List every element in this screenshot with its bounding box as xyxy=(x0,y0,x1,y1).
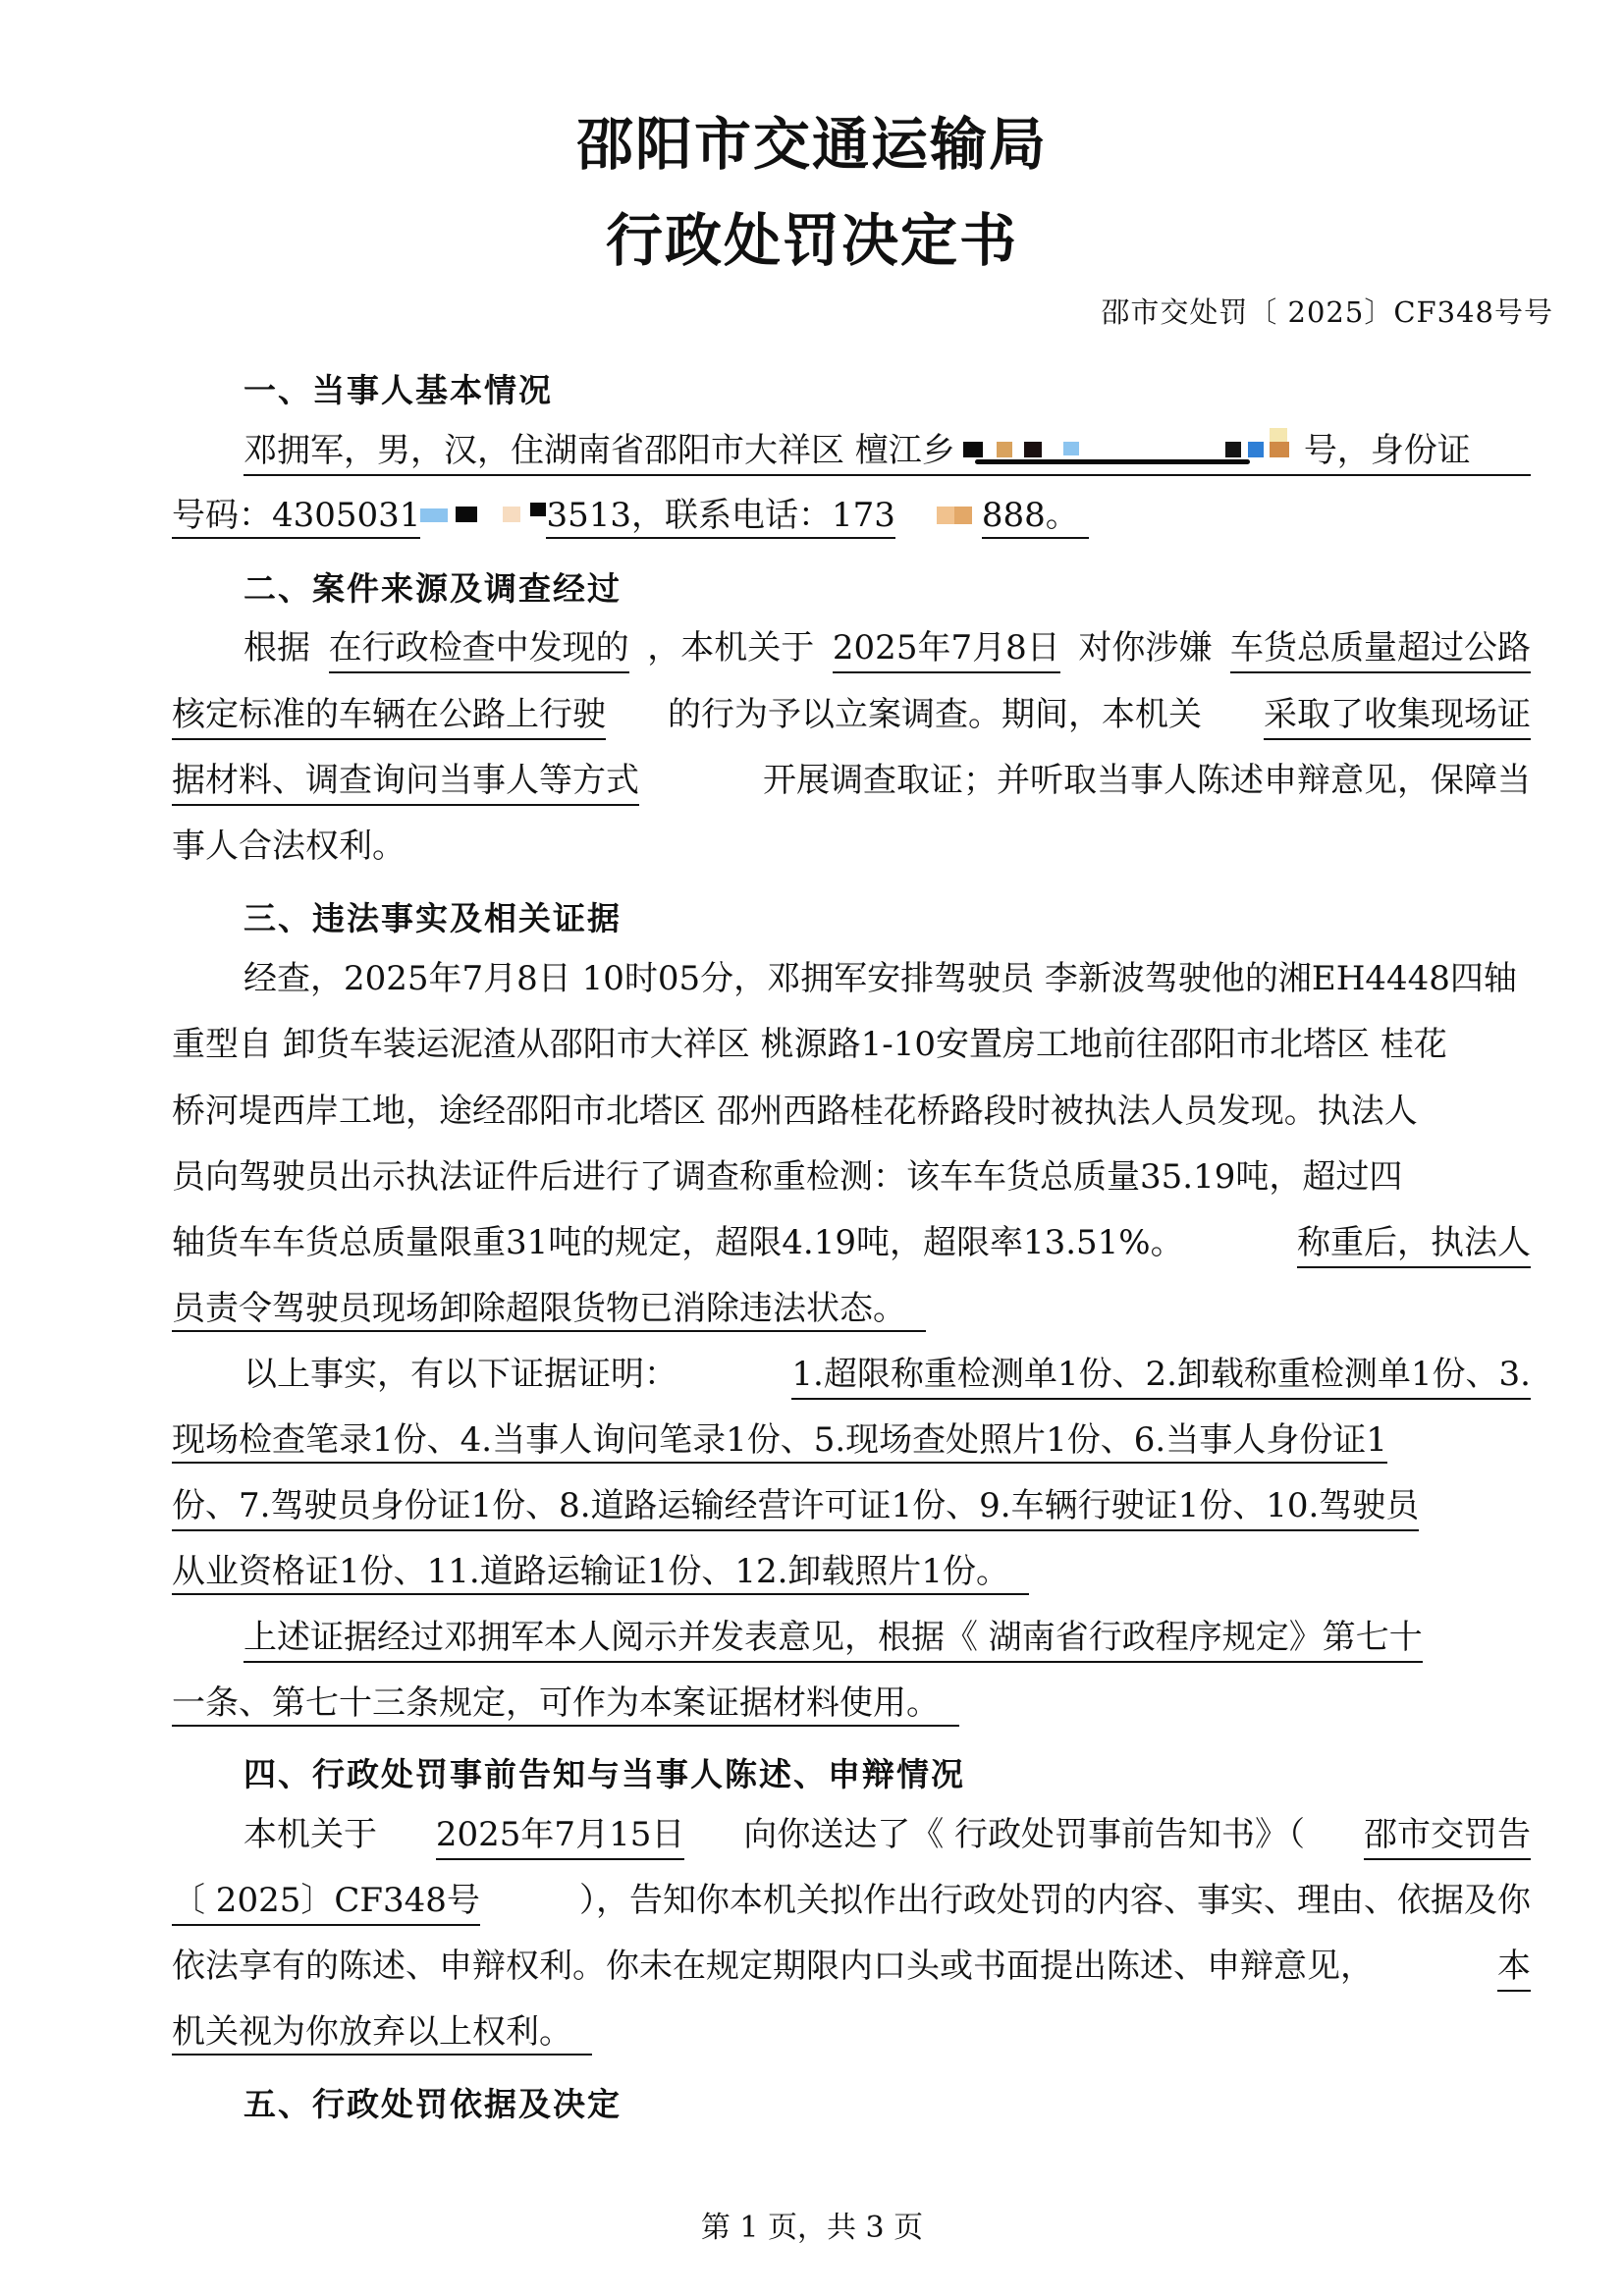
section-1-heading: 一、当事人基本情况 xyxy=(244,371,553,409)
text-run: 开展调查取证；并听取当事人陈述申辩意见，保障当 xyxy=(763,761,1531,800)
text-run: 根据 xyxy=(244,628,310,667)
section-2-heading: 二、案件来源及调查经过 xyxy=(244,569,622,608)
investigation-method-underlined: 据材料、调查询问当事人等方式 xyxy=(172,759,639,806)
filing-date: 2025年7月8日 xyxy=(833,626,1060,673)
evidence-line-1 xyxy=(244,1353,1531,1400)
text-run: ），告知你本机关拟作出行政处罚的内容、事实、理由、依据及你 xyxy=(579,1881,1531,1920)
text-run: ，本机关于 xyxy=(647,628,815,667)
notice-date: 2025年7月15日 xyxy=(436,1813,684,1860)
redaction-block-phone xyxy=(895,497,982,530)
section-4-heading: 四、行政处罚事前告知与当事人陈述、申辩情况 xyxy=(244,1755,965,1793)
text-run: 对你涉嫌 xyxy=(1078,628,1213,667)
text-run: 本机关于 xyxy=(244,1815,377,1854)
notice-line-1 xyxy=(244,1813,1531,1860)
redaction-block-id xyxy=(420,497,546,530)
evidence-list-underlined: 从业资格证1份、11.道路运输证1份、12.卸载照片1份。 xyxy=(172,1552,1029,1595)
section-5-heading: 五、行政处罚依据及决定 xyxy=(244,2085,622,2123)
evidence-line-2 xyxy=(172,1418,1387,1462)
case-source-line-4: 事人合法权利。 xyxy=(172,827,406,866)
party-info-line-1 xyxy=(244,428,1531,476)
facts-line-5 xyxy=(172,1221,1531,1268)
redaction-block-address xyxy=(955,428,1294,465)
case-source-underlined: 在行政检查中发现的 xyxy=(329,626,629,673)
org-title: 邵阳市交通运输局 xyxy=(575,111,1048,178)
evidence-basis-underlined: 上述证据经过邓拥军本人阅示并发表意见，根据《 湖南省行政程序规定》第七十 xyxy=(244,1616,1423,1663)
evidence-line-3 xyxy=(172,1484,1531,1531)
text-run: 依法享有的陈述、申辩权利。你未在规定期限内口头或书面提出陈述、申辩意见， xyxy=(172,1947,1374,1986)
text-run: 经查，2025年7月8日 10时05分，邓拥军安排驾驶员 李新波驾驶他的湘EH4448四轴 xyxy=(244,959,1517,998)
evidence-line-4 xyxy=(172,1550,1029,1593)
notice-number-underlined: 〔 2025〕CF348号 xyxy=(172,1879,480,1926)
evidence-basis-underlined: 一条、第七十三条规定，可作为本案证据材料使用。 xyxy=(172,1683,959,1727)
notice-line-2 xyxy=(172,1879,1531,1926)
text-run: 向你送达了《 行政处罚事前告知书》（ xyxy=(743,1815,1306,1854)
text-run: 的行为予以立案调查。期间，本机关 xyxy=(668,695,1202,734)
evidence-list-underlined: 1.超限称重检测单1份、2.卸载称重检测单1份、3. xyxy=(791,1353,1531,1400)
id-label-text: 号，身份证 xyxy=(1303,431,1471,470)
violation-type-underlined: 车货总质量超过公路 xyxy=(1230,626,1531,673)
id-number-suffix-and-phone: 3513，联系电话：173 xyxy=(546,496,895,535)
text-run: 员向驾驶员出示执法证件后进行了调查称重检测：该车车货总质量35.19吨，超过四 xyxy=(172,1157,1403,1197)
case-source-line-2 xyxy=(172,693,1531,740)
notice-line-3 xyxy=(172,1945,1531,1992)
investigation-method-underlined: 采取了收集现场证 xyxy=(1264,693,1531,740)
case-source-line-3 xyxy=(172,759,1531,806)
facts-line-3 xyxy=(172,1090,1531,1133)
text-run: 轴货车车货总质量限重31吨的规定，超限4.19吨，超限率13.51%。 xyxy=(172,1223,1184,1262)
notice-number-underlined: 邵市交罚告 xyxy=(1364,1813,1531,1860)
facts-line-2 xyxy=(172,1023,1531,1066)
party-info-line-2 xyxy=(172,494,1089,537)
unloading-underlined: 员责令驾驶员现场卸除超限货物已消除违法状态。 xyxy=(172,1289,926,1332)
document-title: 行政处罚决定书 xyxy=(605,207,1018,274)
unloading-underlined: 称重后，执法人 xyxy=(1297,1221,1531,1268)
waiver-underlined: 机关视为你放弃以上权利。 xyxy=(172,2012,592,2056)
text-run: 桥河堤西岸工地，途经邵阳市北塔区 邵州西路桂花桥路段时被执法人员发现。执法人 xyxy=(172,1092,1418,1131)
page-number: 第 1 页，共 3 页 xyxy=(700,2211,924,2245)
case-source-line-1 xyxy=(244,626,1531,673)
party-address-text: 邓拥军，男，汉，住湖南省邵阳市大祥区 檀江乡 xyxy=(244,431,955,470)
id-number-prefix: 号码：4305031 xyxy=(172,496,421,535)
facts-line-4 xyxy=(172,1155,1531,1199)
document-number: 邵市交处罚〔 2025〕CF348号号 xyxy=(1101,295,1553,329)
evidence-list-underlined: 份、7.驾驶员身份证1份、8.道路运输经营许可证1份、9.车辆行驶证1份、10.驾驶员 xyxy=(172,1484,1419,1531)
evidence-basis-line-2 xyxy=(172,1682,959,1725)
phone-suffix: 888。 xyxy=(981,496,1079,535)
evidence-list-underlined: 现场检查笔录1份、4.当事人询问笔录1份、5.现场查处照片1份、6.当事人身份证1 xyxy=(172,1420,1387,1464)
violation-type-underlined: 核定标准的车辆在公路上行驶 xyxy=(172,693,606,740)
waiver-underlined: 本 xyxy=(1497,1945,1531,1992)
text-run: 重型自 卸货车装运泥渣从邵阳市大祥区 桃源路1-10安置房工地前往邵阳市北塔区 桂花 xyxy=(172,1025,1447,1064)
facts-line-6 xyxy=(172,1287,926,1330)
text-run: 以上事实，有以下证据证明： xyxy=(244,1355,677,1394)
notice-line-4 xyxy=(172,2010,592,2054)
evidence-basis-line-1 xyxy=(244,1616,1531,1663)
facts-line-1 xyxy=(244,957,1531,1000)
section-3-heading: 三、违法事实及相关证据 xyxy=(244,899,622,937)
